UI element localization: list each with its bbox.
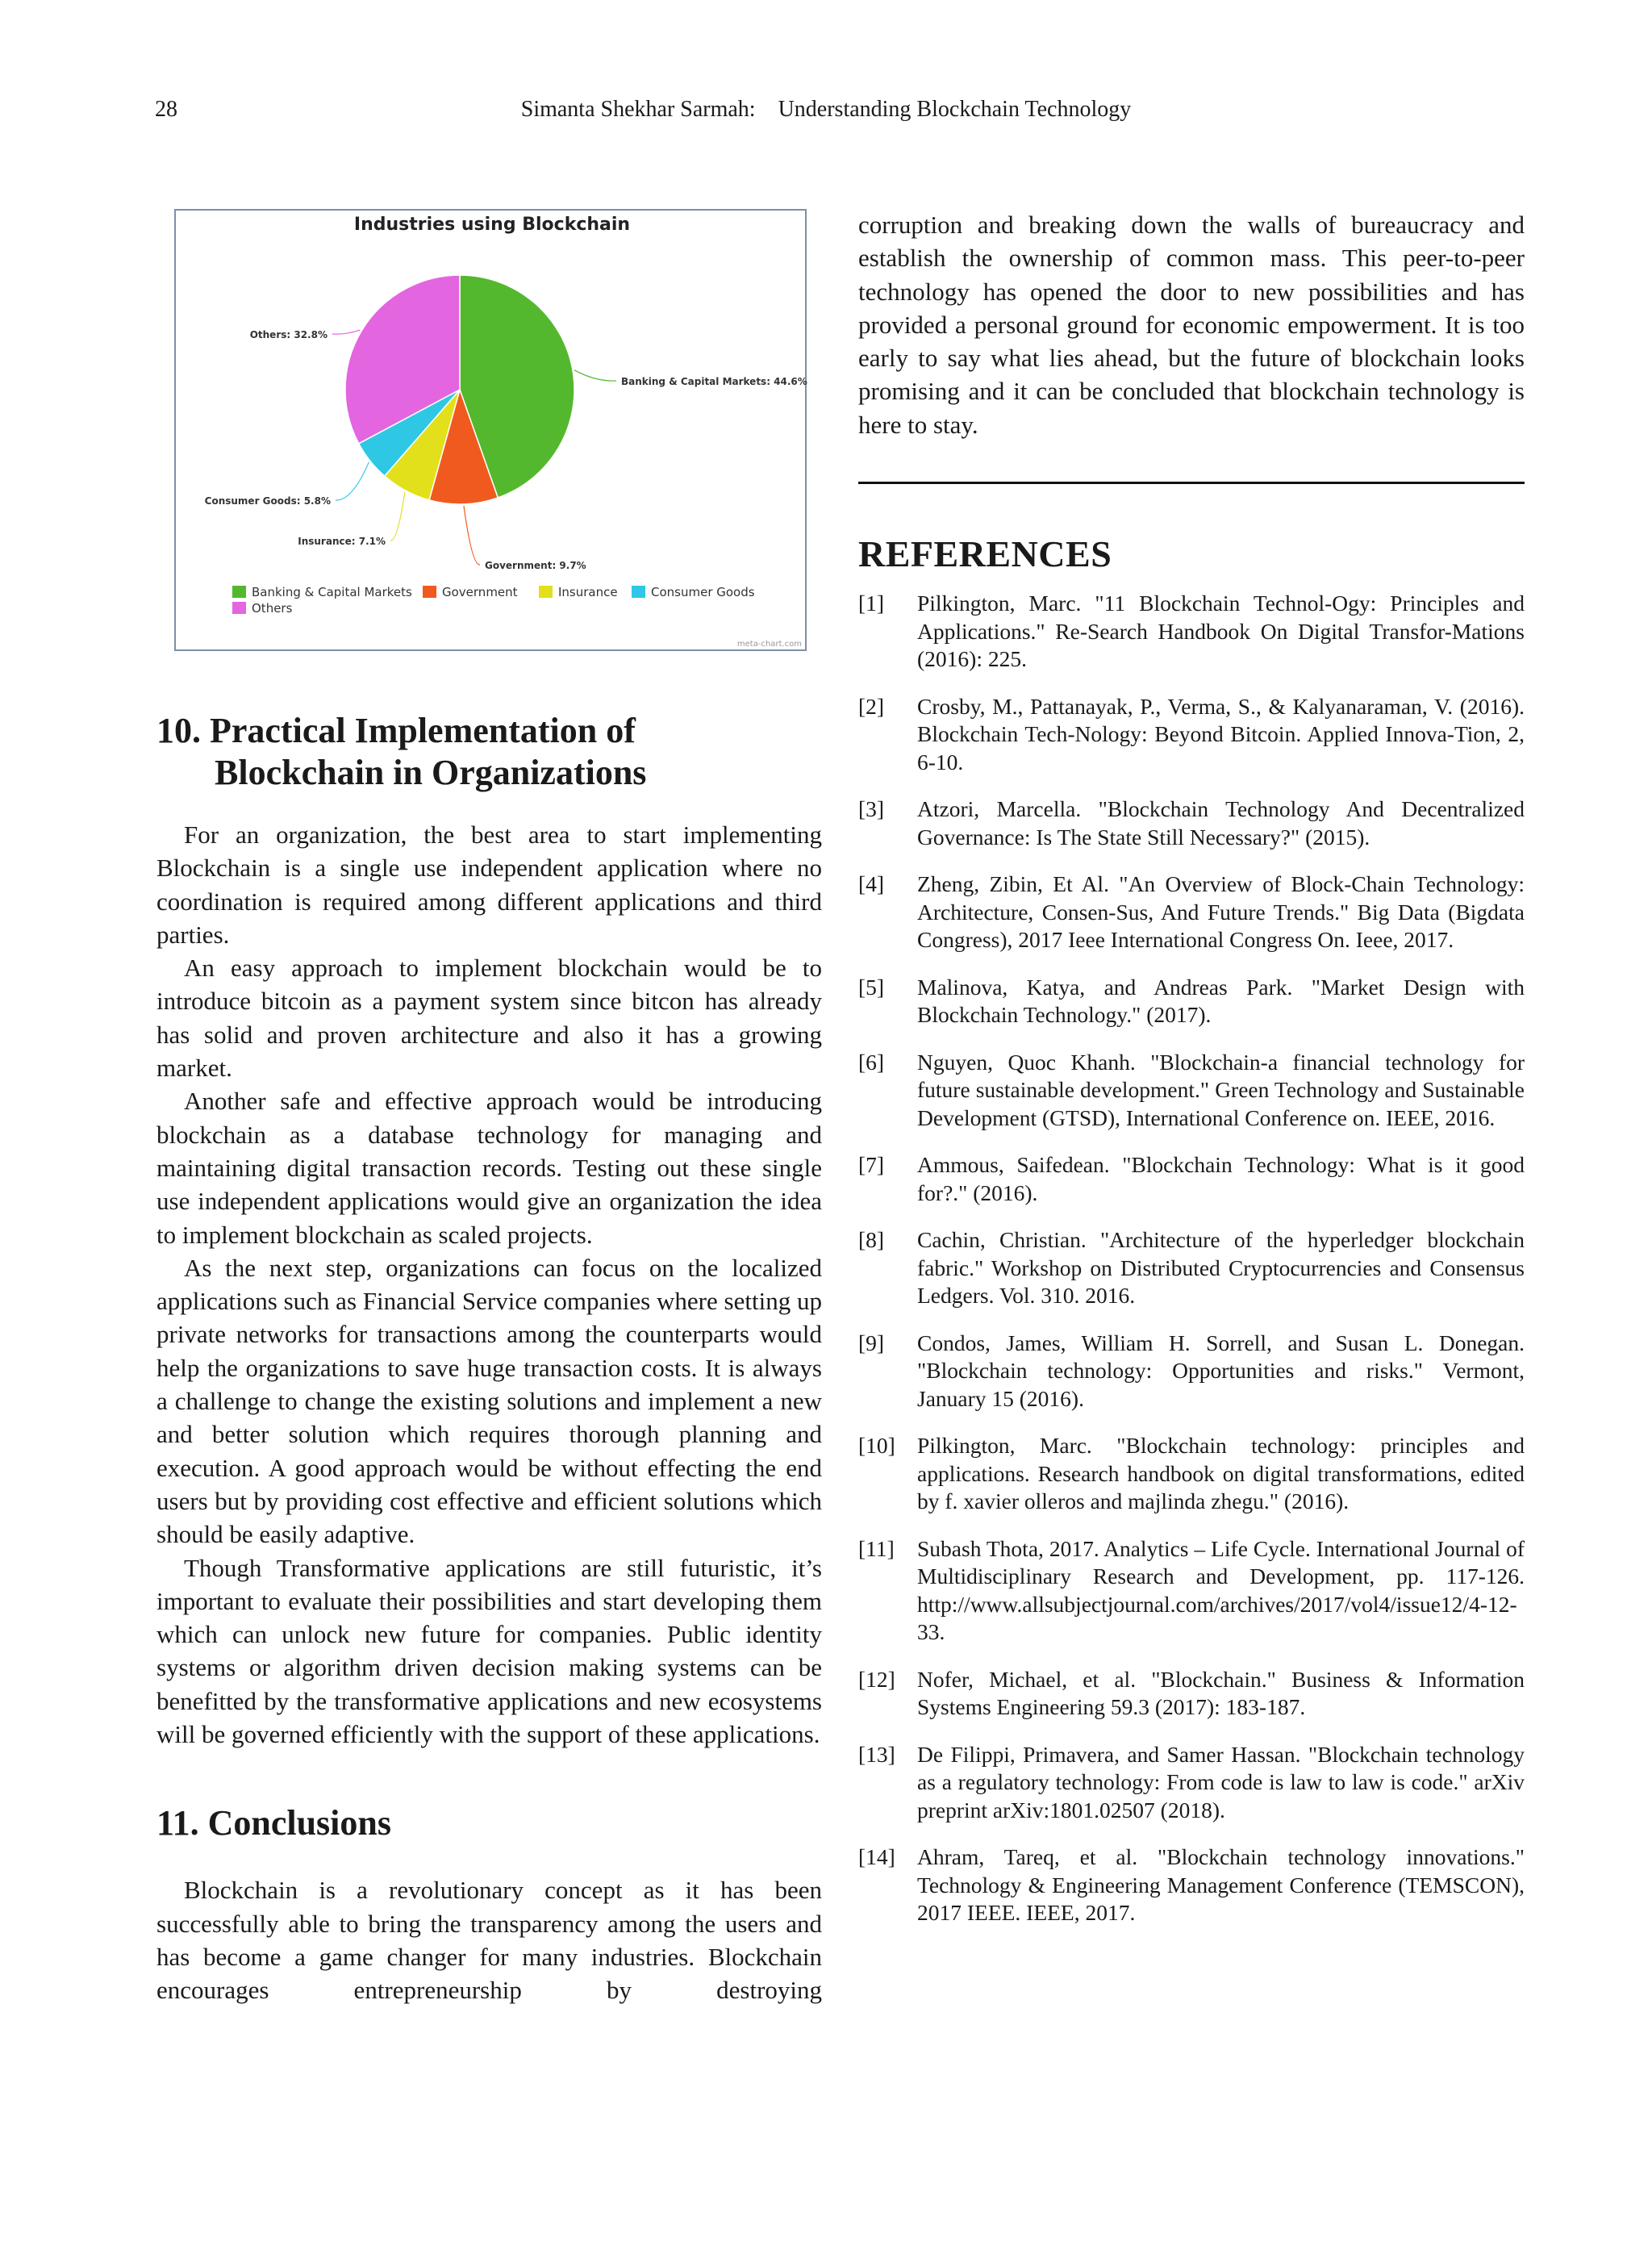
reference-number: [14] xyxy=(858,1844,895,1870)
reference-item xyxy=(858,1741,1525,1825)
section-10-paragraph: As the next step, organizations can focus on the localized applications such as Financial Service companies where setting up private networks for transactions among the counterparts would help the organizations to save huge transaction costs. It is always a challenge to change the existing solutions and implement a new and better solution which requires thorough planning and execution. A good approach would be without effecting the end users but by providing cost effective and efficient solutions which should be easily adaptive. xyxy=(156,1253,822,1549)
legend-swatch-insurance xyxy=(539,586,553,598)
reference-item xyxy=(858,1330,1525,1413)
reference-item xyxy=(858,974,1525,1029)
right-column xyxy=(858,208,1525,1947)
running-title: Simanta Shekhar Sarmah: Understanding Blockchain Technology xyxy=(520,97,1132,122)
watermark: meta-chart.com xyxy=(736,640,802,649)
pie-chart xyxy=(176,211,808,653)
pie-chart-figure xyxy=(174,209,807,651)
references-heading: REFERENCES xyxy=(858,533,1112,575)
reference-number: [12] xyxy=(858,1666,895,1692)
reference-text: Nguyen, Quoc Khanh. "Blockchain-a financial technology for future sustainable development." Green Technology and Sustainable Development (GTSD), International Conference on. IEEE, 2016. xyxy=(917,1049,1525,1130)
reference-item xyxy=(858,590,1525,674)
section-10-heading-line2: Blockchain in Organizations xyxy=(215,753,647,792)
reference-number: [11] xyxy=(858,1535,895,1561)
reference-number: [7] xyxy=(858,1152,885,1178)
legend-swatch-government xyxy=(423,586,436,598)
reference-item xyxy=(858,1535,1525,1647)
reference-text: Pilkington, Marc. "11 Blockchain Technol-Ogy: Principles and Applications." Re-Search Handbook On Digital Transfor-Mations (2016): 225. xyxy=(917,591,1525,672)
reference-item xyxy=(858,1049,1525,1133)
reference-text: Atzori, Marcella. "Blockchain Technology And Decentralized Governance: Is The State Still Necessary?" (2015). xyxy=(917,796,1525,850)
reference-number: [9] xyxy=(858,1330,885,1355)
reference-text: Zheng, Zibin, Et Al. "An Overview of Block-Chain Technology: Architecture, Consen-Sus, And Future Trends." Big Data (Bigdata Congress), 2017 Ieee International Congress On. Ieee, 2017. xyxy=(917,871,1525,953)
section-10-heading xyxy=(156,710,822,794)
reference-item xyxy=(858,1226,1525,1310)
chart-title: Industries using Blockchain xyxy=(353,215,631,235)
reference-text: Condos, James, William H. Sorrell, and Susan L. Donegan. "Blockchain technology: Opportunities and risks." Vermont, January 15 (2016). xyxy=(917,1330,1525,1411)
legend-swatch-banking-capital-markets xyxy=(232,586,246,598)
reference-item xyxy=(858,1843,1525,1927)
data-label-insurance: Insurance: 7.1% xyxy=(298,536,386,547)
data-label-government: Government: 9.7% xyxy=(485,560,586,571)
legend-label-others: Others xyxy=(252,601,293,616)
reference-number: [8] xyxy=(858,1227,885,1253)
section-10-paragraph: Though Transformative applications are still futuristic, it’s important to evaluate their possibilities and start developing them which can unlock new future for companies. Public identity systems or algorithm driven decision making systems can be benefitted by the transformative applications and new ecosystems will be governed efficiently with the support of these applications. xyxy=(156,1553,822,1749)
reference-list xyxy=(858,590,1525,1927)
running-head xyxy=(0,97,1652,129)
reference-number: [2] xyxy=(858,693,885,719)
reference-text: Pilkington, Marc. "Blockchain technology: principles and applications. Research handbook on digital transformations, edited by f. xavier olleros and majlinda zhegu." (2016). xyxy=(917,1433,1525,1514)
reference-item xyxy=(858,870,1525,954)
reference-number: [1] xyxy=(858,591,885,616)
section-divider xyxy=(858,482,1525,484)
callout-line-others xyxy=(332,330,361,334)
left-column xyxy=(156,710,822,2007)
section-10-heading-line1: 10. Practical Implementation of xyxy=(156,711,636,750)
callout-line-insurance xyxy=(390,492,405,541)
reference-number: [5] xyxy=(858,974,885,1000)
reference-number: [6] xyxy=(858,1049,885,1075)
page-number: 28 xyxy=(155,97,177,122)
callout-line-banking-capital-markets xyxy=(574,370,616,381)
reference-text: Crosby, M., Pattanayak, P., Verma, S., & Kalyanaraman, V. (2016). Blockchain Tech-Nology: Beyond Bitcoin. Applied Innova-Tion, 2, 6-10. xyxy=(917,693,1525,774)
section-10-paragraph: Another safe and effective approach would be introducing blockchain as a database technology for managing and maintaining digital transaction records. Testing out these single use independent applications would give an organization the idea to implement blockchain as scaled projects. xyxy=(156,1087,822,1249)
legend-swatch-others xyxy=(232,602,246,614)
legend-swatch-consumer-goods xyxy=(632,586,645,598)
reference-item xyxy=(858,1666,1525,1722)
reference-number: [13] xyxy=(858,1741,895,1767)
reference-text: Ammous, Saifedean. "Blockchain Technology: What is it good for?." (2016). xyxy=(917,1152,1525,1205)
reference-item xyxy=(858,693,1525,777)
reference-item xyxy=(858,795,1525,851)
legend-label-consumer-goods: Consumer Goods xyxy=(651,585,755,599)
section-11-heading: 11. Conclusions xyxy=(156,1803,391,1843)
reference-text: Malinova, Katya, and Andreas Park. "Market Design with Blockchain Technology." (2017). xyxy=(917,974,1525,1028)
section-10-paragraph: An easy approach to implement blockchain would be to introduce bitcoin as a payment system since bitcon has already has solid and proven architecture and also it has a growing market. xyxy=(156,954,822,1083)
data-label-consumer-goods: Consumer Goods: 5.8% xyxy=(204,495,331,507)
reference-item xyxy=(858,1151,1525,1207)
reference-item xyxy=(858,1432,1525,1516)
reference-text: De Filippi, Primavera, and Samer Hassan. "Blockchain technology as a regulatory technology: From code is law to law is code." arXiv preprint arXiv:1801.02507 (2018). xyxy=(917,1741,1525,1822)
reference-text: Ahram, Tareq, et al. "Blockchain technology innovations." Technology & Engineering Management Conference (TEMSCON), 2017 IEEE. IEEE, 2017. xyxy=(917,1844,1525,1926)
section-10-paragraph: For an organization, the best area to start implementing Blockchain is a single use independent application where no coordination is required among different applications and third parties. xyxy=(156,820,822,949)
data-label-others: Others: 32.8% xyxy=(249,329,327,340)
legend-label-government: Government xyxy=(442,585,518,599)
reference-number: [10] xyxy=(858,1433,895,1459)
reference-number: [4] xyxy=(858,871,885,897)
reference-text: Cachin, Christian. "Architecture of the hyperledger blockchain fabric." Workshop on Distributed Cryptocurrencies and Consensus Ledgers. Vol. 310. 2016. xyxy=(917,1227,1525,1309)
callout-line-consumer-goods xyxy=(336,462,369,500)
callout-line-government xyxy=(464,506,480,565)
legend-label-insurance: Insurance xyxy=(558,585,618,599)
reference-text: Nofer, Michael, et al. "Blockchain." Business & Information Systems Engineering 59.3 (2017): 183-187. xyxy=(917,1666,1525,1720)
conclusion-paragraph-part1: Blockchain is a revolutionary concept as it has been successfully able to bring the transparency among the users and has become a game changer for many industries. Blockchain encourages entrepreneurship by destroying xyxy=(156,1876,822,2005)
legend-label-banking-capital-markets: Banking & Capital Markets xyxy=(252,585,412,599)
reference-text: Subash Thota, 2017. Analytics – Life Cycle. International Journal of Multidisciplinary Research and Development, pp. 117-126. http://www.allsubjectjournal.com/archives/2017/vol4/issue12/4-12-33. xyxy=(917,1535,1525,1645)
data-label-banking-capital-markets: Banking & Capital Markets: 44.6% xyxy=(621,376,807,387)
reference-number: [3] xyxy=(858,796,885,822)
conclusion-paragraph-part2: corruption and breaking down the walls of bureaucracy and establish the ownership of common mass. This peer-to-peer technology has opened the door to new possibilities and has provided a personal ground for economic empowerment. It is too early to say what lies ahead, but the future of blockchain looks promising and it can be concluded that blockchain technology is here to stay. xyxy=(858,211,1525,439)
